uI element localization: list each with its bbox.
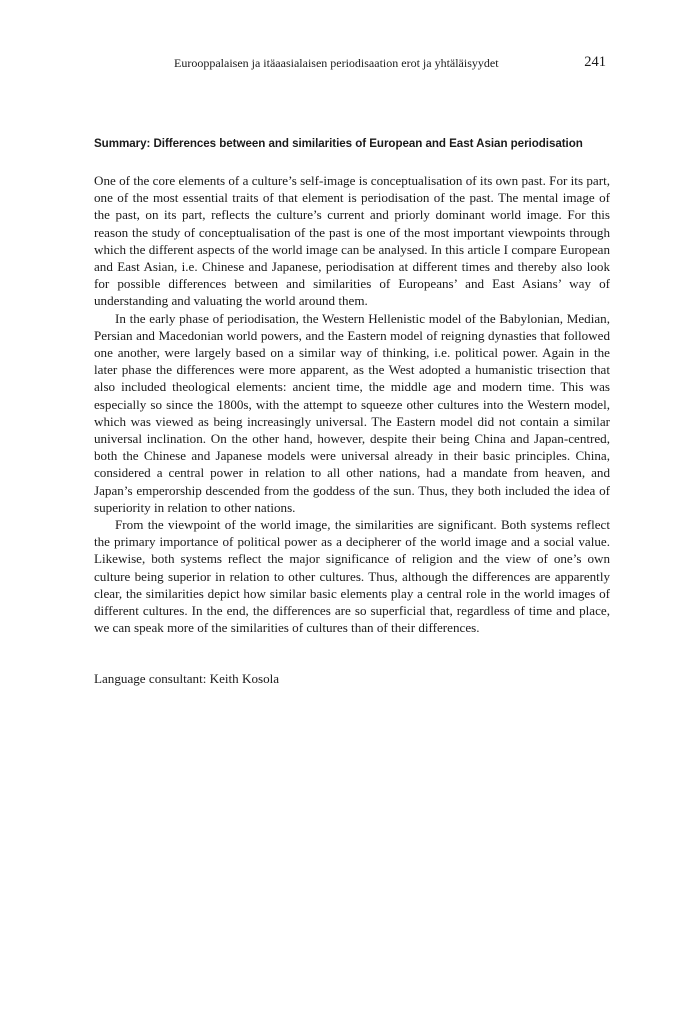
summary-paragraph: One of the core elements of a culture’s self-image is conceptualisation of its own past. For its part, one of the most essential traits of that element is periodisation of the past. The mental image of the past, on its part, reflects the culture’s current and priorly dominant world image. For this reason the study of conceptualisation of the past is one of the most important viewpoints through which the different aspects of the world image can be analysed. In this article I compare European and East Asian, i.e. Chinese and Japanese, periodisation at different times and thereby also look for possible differences between and similarities of Europeans’ and East Asians’ way of understanding and valuating the world around them.	[94, 173, 610, 309]
page-header	[94, 54, 610, 74]
language-consultant: Language consultant: Keith Kosola	[94, 671, 280, 686]
summary-heading: Summary: Differences between and similarities of European and East Asian periodisation	[94, 137, 583, 150]
summary-body	[94, 172, 610, 636]
summary-paragraph: From the viewpoint of the world image, the similarities are significant. Both systems reflect the primary importance of political power as a decipherer of the world image and a social value. Likewise, both systems reflect the major significance of religion and the view of one’s own culture being superior in relation to other cultures. Thus, although the differences are apparently clear, the similarities depict how similar basic elements play a central role in the world images of different cultures. In the end, the differences are so superficial that, regardless of time and place, we can speak more of the similarities of cultures than of their differences.	[94, 517, 610, 636]
page-number: 241	[584, 54, 606, 70]
summary-paragraph: In the early phase of periodisation, the Western Hellenistic model of the Babylonian, Median, Persian and Macedonian world powers, and the Eastern model of reigning dynasties that followed one another, were largely based on a similar way of thinking, i.e. political power. Again in the later phase the differences were more apparent, as the West adopted a humanistic trisection that also included theological elements: ancient time, the middle age and modern time. This was especially so since the 1800s, with the attempt to squeeze other cultures into the Western model, which was viewed as being increasingly universal. The Eastern model did not contain a similar universal inclination. On the other hand, however, despite their being China and Japan-centred, both the Chinese and Japanese models were universal already in their basic principles. China, considered a central power in relation to all other nations, had a mandate from heaven, and Japan’s emperorship descended from the goddess of the sun. Thus, they both included the idea of superiority in relation to other nations.	[94, 310, 610, 515]
running-title: Eurooppalaisen ja itäaasialaisen periodisaation erot ja yhtäläisyydet	[174, 56, 499, 70]
